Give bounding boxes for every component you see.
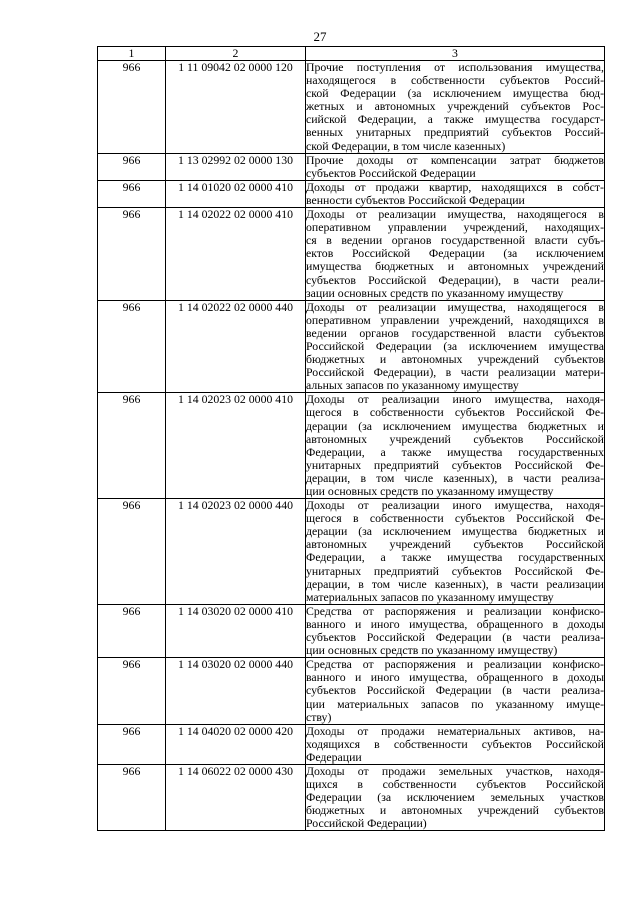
description-line: Доходы от продажи нематериальных активов, на- [306, 723, 604, 738]
description-line: Доходы от реализации иного имущества, находя- [306, 392, 604, 407]
description-line: материальных запасов по указанному имуществу [306, 589, 554, 604]
description-line: Доходы от реализации иного имущества, находя- [306, 498, 604, 513]
description-line: Средства от распоряжения и реализации конфиско- [306, 603, 604, 618]
revenue-description-cell [306, 724, 605, 764]
revenue-description-cell [306, 180, 605, 207]
description-line: ции основных средств по указанному имуществу [306, 484, 554, 498]
description-line: бюджетных и автономных учреждений субъектов [306, 803, 604, 818]
page-number: 27 [313, 29, 327, 44]
table-row [98, 61, 605, 154]
table-row [98, 658, 605, 724]
admin-code-cell: 966 [98, 153, 166, 180]
description-line: Российской Федерации), в части реализации матери- [306, 365, 604, 380]
description-line: ходящихся в собственности субъектов Российской [306, 736, 604, 751]
description-line: щихся в собственности субъектов Российской [306, 777, 604, 792]
table-row [98, 764, 605, 830]
description-line: дерации, в том числе казенных), в части реализации [306, 576, 604, 591]
budget-classification-code-cell: 1 14 02023 02 0000 410 [166, 393, 306, 499]
description-line: щегося в собственности субъектов Российской Фе- [306, 405, 604, 420]
description-line: унитарных предприятий субъектов Российской Фе- [306, 457, 604, 472]
admin-code-cell: 966 [98, 764, 166, 830]
admin-code-cell: 966 [98, 180, 166, 207]
revenue-description-cell [306, 764, 605, 830]
description-line: сийской Федерации, а также имущества государст- [306, 112, 604, 127]
description-line: Средства от распоряжения и реализации конфиско- [306, 657, 604, 672]
budget-classification-code-cell: 1 11 09042 02 0000 120 [166, 61, 306, 154]
description-line: ванного и иного имущества, обращенного в доходы [306, 670, 604, 685]
description-line: ся в ведении органов государственной власти субъ- [306, 233, 604, 248]
description-line: Федерации (за исключением земельных участков [306, 790, 604, 805]
description-line: ектов Российской Федерации (за исключением [306, 246, 604, 261]
budget-classification-code-cell: 1 13 02992 02 0000 130 [166, 153, 306, 180]
table-row [98, 208, 605, 301]
description-line: Федерации [306, 749, 362, 764]
description-line: субъектов Российской Федерации (в части реализа- [306, 683, 604, 698]
description-line: ванного и иного имущества, обращенного в доходы [306, 616, 604, 631]
description-line: Российской Федерации (за исключением имущества [306, 338, 604, 353]
description-line: ции основных средств по указанному имуществу) [306, 643, 558, 658]
revenue-description-cell [306, 499, 605, 605]
table-row [98, 499, 605, 605]
description-line: автономных учреждений субъектов Российской [306, 431, 604, 446]
description-line: оперативном управлении учреждений, находящих- [306, 220, 604, 235]
description-line: венных унитарных предприятий субъектов Россий- [306, 125, 604, 140]
description-line: Прочие доходы от компенсации затрат бюджетов [306, 152, 604, 167]
revenue-description-cell [306, 658, 605, 724]
budget-classification-code-cell: 1 14 02022 02 0000 440 [166, 300, 306, 393]
description-line: альных запасов по указанному имуществу [306, 378, 519, 393]
admin-code-cell: 966 [98, 499, 166, 605]
revenue-description-cell [306, 61, 605, 154]
description-line: ведении органов государственной власти субъектов [306, 325, 604, 340]
description-line: находящегося в собственности субъектов Россий- [306, 73, 604, 88]
description-line: ской Федерации, в том числе казенных) [306, 138, 506, 153]
budget-classification-code-cell: 1 14 04020 02 0000 420 [166, 724, 306, 764]
admin-code-cell: 966 [98, 393, 166, 499]
description-line: Доходы от продажи земельных участков, находя- [306, 763, 604, 778]
table-row [98, 180, 605, 207]
description-line: дерации, в том числе казенных), в части реализа- [306, 470, 604, 485]
budget-classification-code-cell: 1 14 06022 02 0000 430 [166, 764, 306, 830]
description-line: автономных учреждений субъектов Российской [306, 537, 604, 552]
revenue-description-cell [306, 393, 605, 499]
description-line: Доходы от реализации имущества, находящегося в [306, 299, 604, 314]
description-line: ству) [306, 709, 332, 724]
description-line: Федерации, а также имущества государственных [306, 550, 604, 565]
description-line: венности субъектов Российской Федерации [306, 192, 525, 207]
column-header-2: 2 [166, 47, 306, 61]
budget-classification-code-cell: 1 14 01020 02 0000 410 [166, 180, 306, 207]
budget-classification-code-cell: 1 14 02023 02 0000 440 [166, 499, 306, 605]
description-line: ции материальных запасов по указанному имуще- [306, 696, 604, 711]
description-line: Прочие поступления от использования имущества, [306, 60, 604, 74]
table-header-row [98, 47, 605, 61]
admin-code-cell: 966 [98, 658, 166, 724]
table-row [98, 300, 605, 393]
admin-code-cell: 966 [98, 61, 166, 154]
budget-classification-code-cell: 1 14 03020 02 0000 440 [166, 658, 306, 724]
budget-classification-code-cell: 1 14 03020 02 0000 410 [166, 604, 306, 657]
admin-code-cell: 966 [98, 604, 166, 657]
description-line: субъектов Российской Федерации (в части реализа- [306, 630, 604, 645]
description-line: субъектов Российской Федерации [306, 165, 476, 180]
table-row [98, 604, 605, 657]
column-header-1: 1 [98, 47, 166, 61]
description-line: дерации (за исключением имущества бюджетных и [306, 524, 604, 539]
description-line: бюджетных и автономных учреждений субъектов [306, 352, 604, 367]
description-line: унитарных предприятий субъектов Российской Фе- [306, 563, 604, 578]
description-line: имущества бюджетных и автономных учреждений [306, 259, 604, 274]
table-row [98, 724, 605, 764]
description-line: ской Федерации (за исключением имущества бюд- [306, 86, 604, 101]
table-row [98, 393, 605, 499]
revenue-description-cell [306, 300, 605, 393]
budget-classification-code-cell: 1 14 02022 02 0000 410 [166, 208, 306, 301]
description-line: Доходы от реализации имущества, находящегося в [306, 207, 604, 222]
description-line: Российской Федерации) [306, 816, 427, 831]
admin-code-cell: 966 [98, 300, 166, 393]
table-row [98, 153, 605, 180]
revenue-codes-table [97, 46, 605, 831]
description-line: оперативном управлении учреждений, находящихся в [306, 312, 604, 327]
description-line: дерации (за исключением имущества бюджетных и [306, 418, 604, 433]
admin-code-cell: 966 [98, 724, 166, 764]
revenue-description-cell [306, 153, 605, 180]
admin-code-cell: 966 [98, 208, 166, 301]
description-line: Доходы от продажи квартир, находящихся в собст- [306, 179, 604, 194]
description-line: щегося в собственности субъектов Российской Фе- [306, 511, 604, 526]
description-line: жетных и автономных учреждений субъектов Рос- [306, 99, 604, 114]
description-line: Федерации, а также имущества государственных [306, 444, 604, 459]
description-line: зации основных средств по указанному имуществу [306, 285, 564, 300]
table-body [98, 61, 605, 831]
description-line: субъектов Российской Федерации), в части реали- [306, 272, 604, 287]
column-header-3: 3 [306, 47, 605, 61]
revenue-description-cell [306, 604, 605, 657]
revenue-description-cell [306, 208, 605, 301]
